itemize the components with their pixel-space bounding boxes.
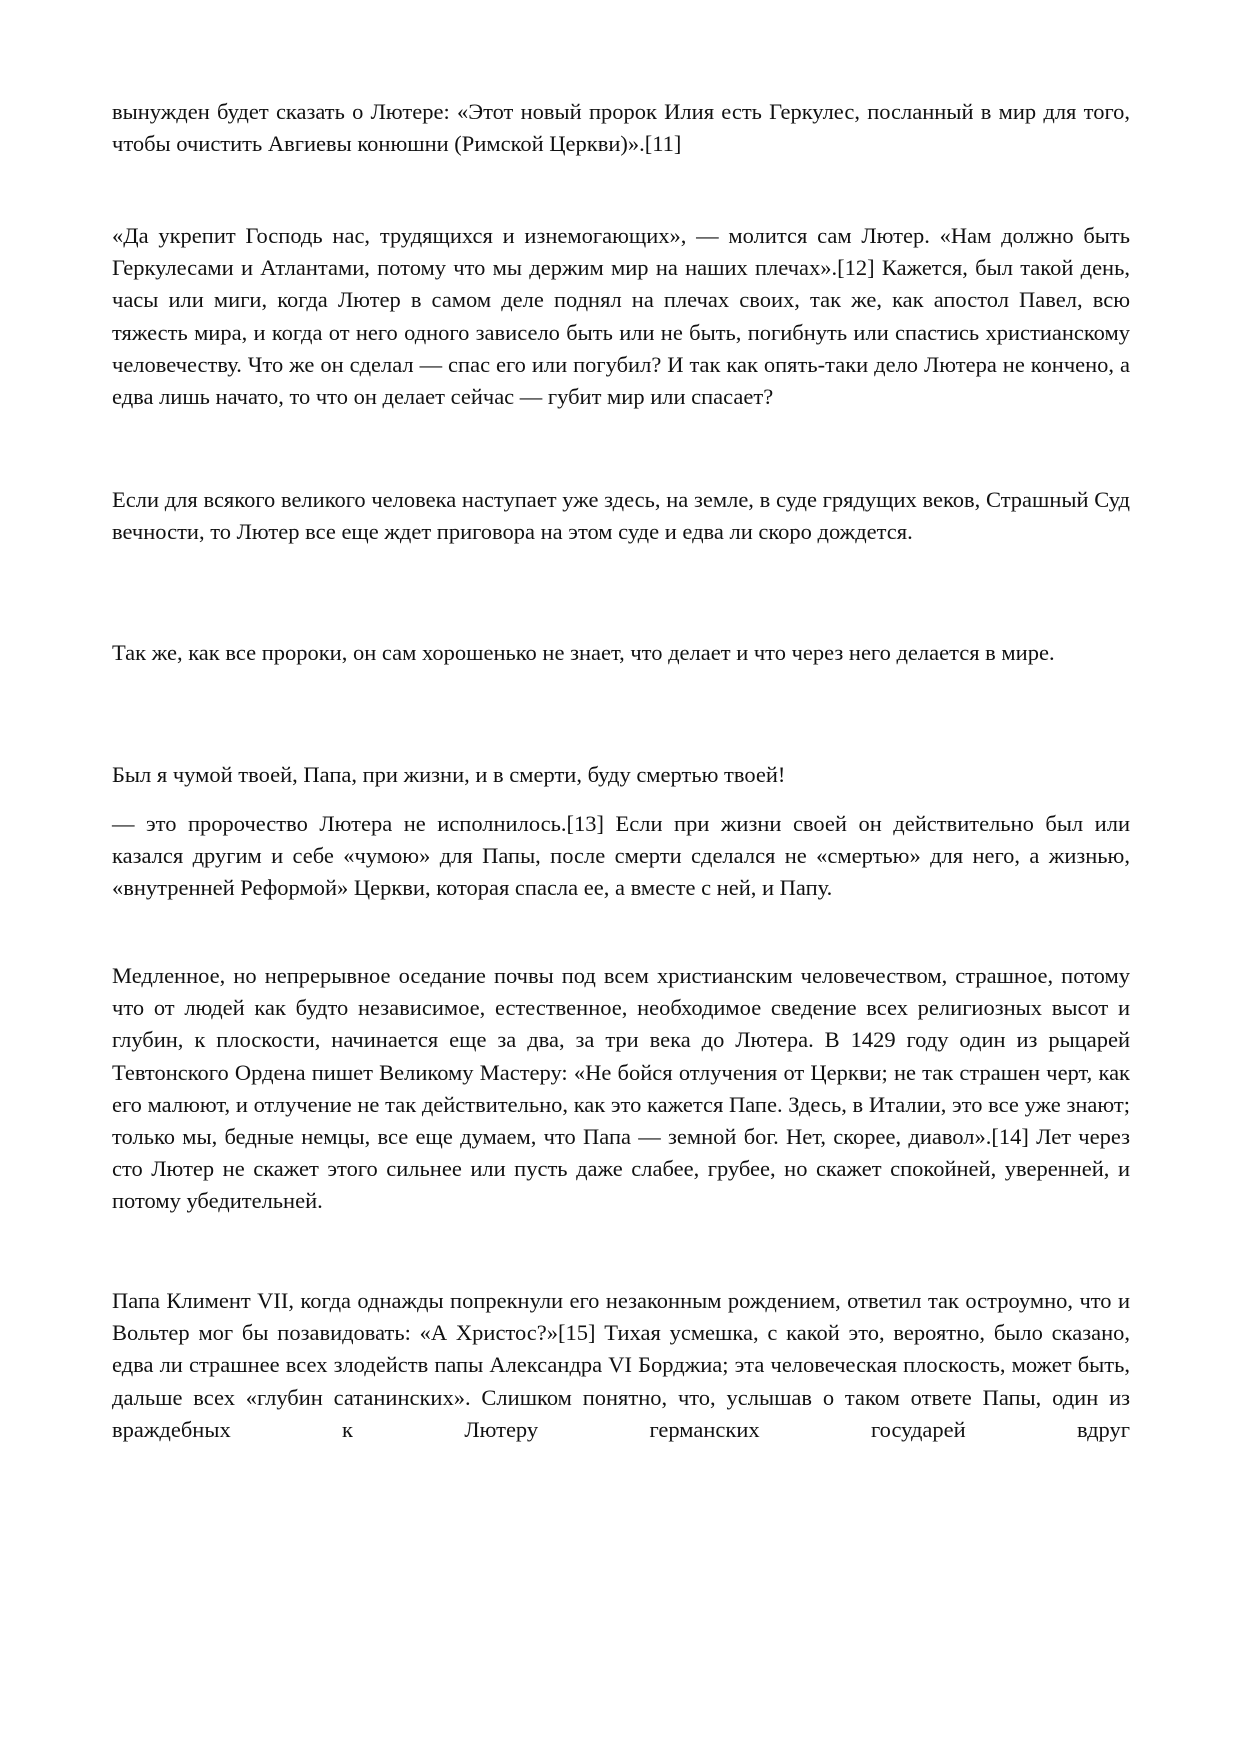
paragraph-prophets: Так же, как все пророки, он сам хорошенько не знает, что делает и что через него делается в мире. xyxy=(112,640,1055,665)
paragraph-hercules-prophet: вынужден будет сказать о Лютере: «Этот новый пророк Илия есть Геркулес, посланный в мир для того, чтобы очистить Авгиевы конюшни (Римской Церкви)».[11] xyxy=(112,99,1130,157)
paragraph-pope-clement: Папа Климент VII, когда однажды попрекнули его незаконным рождением, ответил так остроумно, что и Вольтер мог бы позавидовать: «А Христос?»[15] Тихая усмешка, с какой это, вероятно, было сказано, едва ли страшнее всех злодейств папы Александра VI Борджиа; эта человеческая плоскость, может быть, дальше всех «глубин сатанинских». Слишком понятно, что, услышав о таком ответе Папы, один из враждебных к Лютеру германских государей вдруг xyxy=(112,1288,1130,1442)
paragraph-plague-quote: Был я чумой твоей, Папа, при жизни, и в смерти, буду смертью твоей! xyxy=(112,762,786,787)
paragraph-slow-subsidence: Медленное, но непрерывное оседание почвы под всем христианским человечеством, страшное, потому что от людей как будто независимое, естественное, необходимое сведение всех религиозных высот и глубин, к плоскости, начинается еще за два, за три века до Лютера. В 1429 году один из рыцарей Тевтонского Ордена пишет Великому Мастеру: «Не бойся отлучения от Церкви; не так страшен черт, как его малюют, и отлучение не так действительно, как это кажется Папе. Здесь, в Италии, это все уже знают; только мы, бедные немцы, все еще думаем, что Папа — земной бог. Нет, скорее, диавол».[14] Лет через сто Лютер не скажет этого сильнее или пусть даже слабее, грубее, но скажет спокойней, уверенней, и потому убедительней. xyxy=(112,963,1130,1214)
paragraph-prophecy-unfulfilled: — это пророчество Лютера не исполнилось.[13] Если при жизни своей он действительно был или казался другим и себе «чумою» для Папы, после смерти сделался не «смертью» для него, а жизнью, «внутренней Реформой» Церкви, которая спасла ее, а вместе с ней, и Папу. xyxy=(112,811,1130,901)
paragraph-strengthen-lord: «Да укрепит Господь нас, трудящихся и изнемогающих», — молится сам Лютер. «Нам должно быть Геркулесами и Атлантами, потому что мы держим мир на наших плечах».[12] Кажется, был такой день, часы или миги, когда Лютер в самом деле поднял на плечах своих, так же, как апостол Павел, всю тяжесть мира, и когда от него одного зависело быть или не быть, погибнуть или спастись христианскому человечеству. Что же он сделал — спас его или погубил? И так как опять-таки дело Лютера не кончено, а едва лишь начато, то что он делает сейчас — губит мир или спасает? xyxy=(112,223,1130,410)
paragraph-last-judgment: Если для всякого великого человека наступает уже здесь, на земле, в суде грядущих веков, Страшный Суд вечности, то Лютер все еще ждет приговора на этом суде и едва ли скоро дождется. xyxy=(112,487,1130,545)
